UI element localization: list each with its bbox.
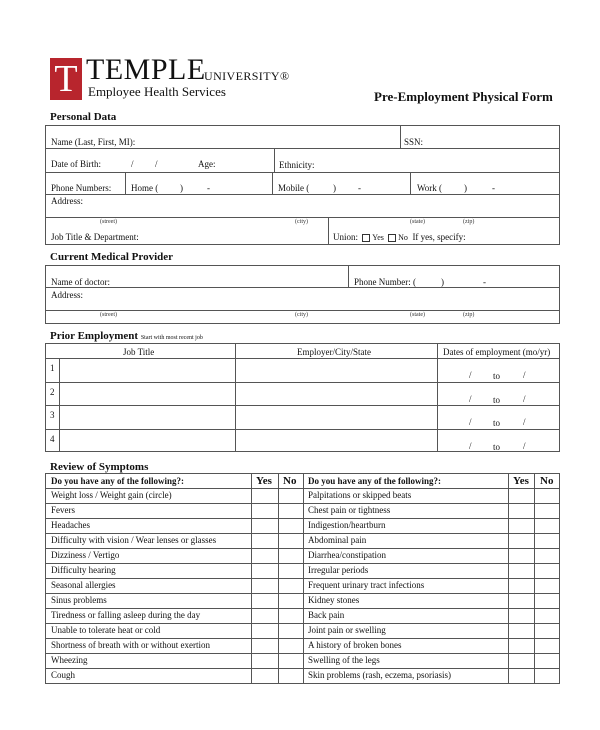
symptom-label: Joint pain or swelling (308, 625, 386, 635)
logo-university: UNIVERSITY® (204, 69, 290, 83)
symptom-yes-cell[interactable] (509, 594, 533, 607)
symptom-yes-cell[interactable] (252, 579, 277, 592)
symptom-no-cell[interactable] (535, 519, 559, 532)
symptom-yes-cell[interactable] (509, 519, 533, 532)
city-hint: (city) (295, 219, 308, 225)
symptom-label: Frequent urinary tract infections (308, 580, 425, 590)
symptom-no-cell[interactable] (279, 639, 302, 652)
mobile-phone-paren: ) (333, 183, 336, 193)
zip-hint: (zip) (463, 219, 475, 225)
date-slash: / (469, 370, 472, 380)
symptom-label: Seasonal allergies (51, 580, 116, 590)
date-slash: / (469, 417, 472, 427)
union-specify-label[interactable]: If yes, specify: (412, 232, 466, 242)
symptom-no-cell[interactable] (535, 609, 559, 622)
medical-provider-title: Current Medical Provider (50, 251, 174, 263)
symptom-yes-cell[interactable] (252, 489, 277, 502)
dob-slash: / (131, 159, 134, 169)
symptom-no-cell[interactable] (279, 609, 302, 622)
symptom-label: Weight loss / Weight gain (circle) (51, 490, 172, 500)
symptoms-question-right: Do you have any of the following?: (308, 476, 442, 486)
yes-header-right: Yes (513, 475, 529, 487)
age-field-label[interactable]: Age: (198, 159, 216, 169)
symptom-no-cell[interactable] (535, 639, 559, 652)
symptoms-question-left: Do you have any of the following?: (51, 476, 185, 486)
doctor-name-field-label[interactable]: Name of doctor: (51, 277, 110, 287)
symptom-yes-cell[interactable] (252, 594, 277, 607)
mobile-phone-dash: - (358, 183, 361, 193)
union-no-label: No (398, 233, 408, 242)
city-hint: (city) (295, 312, 308, 318)
employment-row-number: 3 (50, 410, 55, 420)
no-header-left: No (283, 475, 297, 487)
prior-employment-note: Start with most recent job (140, 335, 203, 341)
yes-header-left: Yes (256, 475, 272, 487)
symptom-no-cell[interactable] (279, 624, 302, 637)
symptom-no-cell[interactable] (535, 534, 559, 547)
personal-data-title: Personal Data (50, 111, 117, 123)
prior-employment-title-text: Prior Employment (50, 330, 139, 342)
home-phone-dash: - (207, 183, 210, 193)
symptom-no-cell[interactable] (279, 549, 302, 562)
symptom-yes-cell[interactable] (509, 489, 533, 502)
symptom-yes-cell[interactable] (252, 624, 277, 637)
symptom-label: Difficulty hearing (51, 565, 116, 575)
work-phone-paren: ) (464, 183, 467, 193)
symptom-yes-cell[interactable] (509, 609, 533, 622)
symptom-yes-cell[interactable] (509, 654, 533, 667)
name-field-label[interactable]: Name (Last, First, MI): (51, 137, 136, 147)
symptom-no-cell[interactable] (535, 504, 559, 517)
symptom-label: Indigestion/heartburn (308, 520, 386, 530)
symptom-label: Back pain (308, 610, 345, 620)
review-of-symptoms-title: Review of Symptoms (50, 461, 149, 473)
symptom-label: Headaches (51, 520, 90, 530)
dob-slash: / (155, 159, 158, 169)
symptom-label: Swelling of the legs (308, 655, 380, 665)
symptom-no-cell[interactable] (535, 624, 559, 637)
doctor-phone-paren: ) (441, 277, 444, 287)
address-field-label[interactable]: Address: (51, 196, 83, 206)
symptom-no-cell[interactable] (279, 654, 302, 667)
ethnicity-field-label[interactable]: Ethnicity: (279, 160, 315, 170)
symptom-label: Wheezing (51, 655, 88, 665)
temple-logo (50, 58, 82, 100)
symptom-label: Cough (51, 670, 76, 680)
logo-name: TEMPLE (86, 53, 206, 86)
symptom-no-cell[interactable] (279, 669, 302, 682)
symptom-yes-cell[interactable] (509, 639, 533, 652)
symptom-yes-cell[interactable] (509, 549, 533, 562)
symptom-no-cell[interactable] (535, 549, 559, 562)
symptom-label: Palpitations or skipped beats (308, 490, 412, 500)
symptom-label: Difficulty with vision / Wear lenses or glasses (51, 535, 217, 545)
symptom-yes-cell[interactable] (252, 504, 277, 517)
date-slash: / (523, 370, 526, 380)
symptom-label: Unable to tolerate heat or cold (51, 625, 161, 635)
street-hint: (street) (100, 312, 117, 318)
symptom-no-cell[interactable] (535, 654, 559, 667)
symptom-yes-cell[interactable] (509, 534, 533, 547)
date-to: to (493, 371, 501, 381)
symptom-yes-cell[interactable] (252, 549, 277, 562)
symptom-no-cell[interactable] (279, 504, 302, 517)
work-phone-dash: - (492, 183, 495, 193)
symptom-yes-cell[interactable] (509, 624, 533, 637)
date-slash: / (469, 441, 472, 451)
symptom-no-cell[interactable] (535, 564, 559, 577)
symptom-no-cell[interactable] (279, 519, 302, 532)
logo-letter: T (54, 58, 78, 100)
symptom-yes-cell[interactable] (252, 534, 277, 547)
union-label (333, 232, 466, 242)
no-header-right: No (540, 475, 554, 487)
symptom-yes-cell[interactable] (252, 639, 277, 652)
date-slash: / (469, 394, 472, 404)
symptom-yes-cell[interactable] (509, 504, 533, 517)
employment-row-number: 4 (50, 434, 55, 444)
symptom-yes-cell[interactable] (252, 564, 277, 577)
col-employer: Employer/City/State (297, 347, 371, 357)
symptom-yes-cell[interactable] (252, 654, 277, 667)
union-no-checkbox[interactable] (388, 234, 396, 242)
symptom-no-cell[interactable] (535, 594, 559, 607)
symptom-label: Abdominal pain (308, 535, 367, 545)
symptom-label: Shortness of breath with or without exertion (51, 640, 210, 650)
symptom-yes-cell[interactable] (252, 609, 277, 622)
doctor-address-field-label[interactable]: Address: (51, 290, 83, 300)
date-to: to (493, 442, 501, 452)
date-slash: / (523, 417, 526, 427)
employment-row-number: 2 (50, 387, 55, 397)
union-yes-label: Yes (372, 233, 384, 242)
symptom-no-cell[interactable] (279, 579, 302, 592)
symptom-yes-cell[interactable] (509, 564, 533, 577)
union-yes-checkbox[interactable] (362, 234, 370, 242)
dob-field-label[interactable]: Date of Birth: (51, 159, 101, 169)
date-slash: / (523, 394, 526, 404)
symptom-label: Tiredness or falling asleep during the day (51, 610, 201, 620)
symptom-yes-cell[interactable] (252, 669, 277, 682)
symptom-yes-cell[interactable] (252, 519, 277, 532)
symptom-label: Irregular periods (308, 565, 369, 575)
symptom-no-cell[interactable] (279, 534, 302, 547)
symptom-label: Chest pain or tightness (308, 505, 391, 515)
ssn-field-label[interactable]: SSN: (404, 137, 424, 147)
state-hint: (state) (410, 219, 425, 225)
symptom-no-cell[interactable] (535, 579, 559, 592)
symptom-no-cell[interactable] (535, 489, 559, 502)
date-slash: / (523, 441, 526, 451)
form-title: Pre-Employment Physical Form (374, 89, 553, 104)
symptom-yes-cell[interactable] (509, 579, 533, 592)
doctor-phone-field-label[interactable]: Phone Number: ( (354, 277, 416, 287)
street-hint: (street) (100, 219, 117, 225)
symptom-no-cell[interactable] (279, 564, 302, 577)
state-hint: (state) (410, 312, 425, 318)
symptom-label: Fevers (51, 505, 75, 515)
symptom-label: Kidney stones (308, 595, 360, 605)
symptom-label: Skin problems (rash, eczema, psoriasis) (308, 670, 451, 680)
prior-employment-title (50, 330, 203, 342)
phone-numbers-label: Phone Numbers: (51, 183, 112, 193)
symptom-no-cell[interactable] (279, 594, 302, 607)
mobile-phone-label[interactable]: Mobile ( (278, 183, 310, 193)
col-job-title: Job Title (123, 347, 155, 357)
symptom-label: A history of broken bones (308, 640, 402, 650)
zip-hint: (zip) (463, 312, 475, 318)
symptom-label: Diarrhea/constipation (308, 550, 386, 560)
employment-row-number: 1 (50, 363, 55, 373)
symptom-yes-cell[interactable] (509, 669, 533, 682)
doctor-phone-dash: - (483, 277, 486, 287)
job-title-field-label[interactable]: Job Title & Department: (51, 232, 139, 242)
symptom-label: Dizziness / Vertigo (51, 550, 120, 560)
home-phone-paren: ) (180, 183, 183, 193)
col-dates: Dates of employment (mo/yr) (443, 347, 551, 357)
symptom-label: Sinus problems (51, 595, 107, 605)
prior-employment-table (45, 343, 560, 452)
logo-subtitle: Employee Health Services (88, 84, 226, 99)
home-phone-label[interactable]: Home ( (131, 183, 159, 193)
union-label-text: Union: (333, 232, 359, 242)
work-phone-label[interactable]: Work ( (417, 183, 443, 193)
date-to: to (493, 395, 501, 405)
symptom-no-cell[interactable] (535, 669, 559, 682)
symptom-no-cell[interactable] (279, 489, 302, 502)
date-to: to (493, 418, 501, 428)
